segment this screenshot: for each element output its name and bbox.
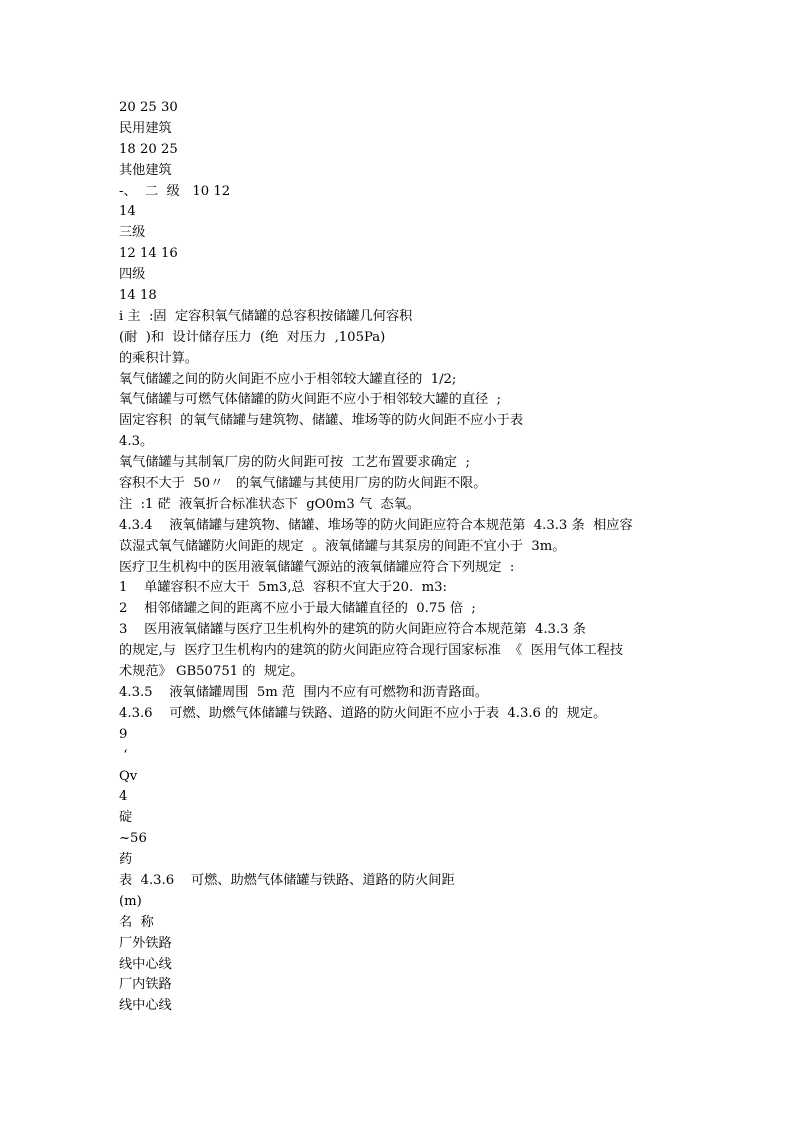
text-line: 线中心线: [119, 956, 172, 972]
text-line: -、 二 级 10 12: [119, 183, 231, 199]
text-line: 的规定,与 医疗卫生机构内的建筑的防火间距应符合现行国家标准 《 医用气体工程技: [119, 643, 624, 659]
text-line: 容积不大于 50〃 的氧气储罐与其使用厂房的防火间距不限。: [119, 476, 487, 492]
text-line: 14 18: [119, 288, 157, 304]
text-line: 3 医用液氧储罐与医疗卫生机构外的建筑的防火间距应符合本规范第 4.3.3 条: [119, 622, 586, 638]
table-caption: 表 4.3.6 可燃、助燃气体储罐与铁路、道路的防火间距: [119, 872, 455, 888]
text-line: (m): [119, 893, 142, 909]
document-body: [119, 98, 679, 1017]
text-line: 注 :1 硭 液氧折合标准状态下 gO0m3 气 态氧。: [119, 496, 421, 512]
text-line: 12 14 16: [119, 246, 178, 262]
text-line: 4.3.6 可燃、助燃气体储罐与铁路、道路的防火间距不应小于表 4.3.6 的 规定。: [119, 705, 607, 721]
text-line: 氧气储罐与其制氧厂房的防火间距可按 工艺布置要求确定 ;: [119, 455, 470, 471]
text-line: ~56: [119, 831, 147, 847]
text-line: 4.3.4 液氧储罐与建筑物、储罐、堆场等的防火间距应符合本规范第 4.3.3 条 相应容: [119, 517, 633, 533]
text-line: 2 相邻储罐之间的距离不应小于最大储罐直径的 0.75 倍 ;: [119, 601, 476, 617]
text-line: 固定容积 的氧气储罐与建筑物、储罐、堆场等的防火间距不应小于表: [119, 413, 524, 429]
text-line: 名 称: [119, 914, 154, 930]
text-line: 氧气储罐之间的防火间距不应小于相邻较大罐直径的 1/2;: [119, 371, 457, 387]
text-line: 术规范》 GB50751 的 规定。: [119, 664, 304, 680]
text-line: 四级: [119, 267, 146, 283]
text-line: 4: [119, 789, 128, 805]
text-line: i 主 :固 定容积氧气储罐的总容积按储罐几何容积: [119, 308, 413, 324]
text-line: 4.3。: [119, 434, 154, 450]
text-line: 医疗卫生机构中的医用液氧储罐气源站的液氧储罐应符合下列规定 :: [119, 559, 515, 575]
text-line: 线中心线: [119, 998, 172, 1014]
text-line: 1 单罐容积不应大干 5m3,总 容积不宜大于20. m3:: [119, 580, 447, 596]
text-line: 其他建筑: [119, 162, 172, 178]
text-line: 民用建筑: [119, 120, 172, 136]
text-line: 药: [119, 852, 133, 868]
text-line: 厂外铁路: [119, 935, 172, 951]
text-line: 氧气储罐与可燃气体储罐的防火间距不应小于相邻较大罐的直径 ;: [119, 392, 502, 408]
text-line: 厂内铁路: [119, 977, 172, 993]
text-line: 9: [119, 726, 128, 742]
text-line: Qv: [119, 768, 138, 784]
text-line: 20 25 30: [119, 100, 178, 115]
text-line: (耐 )和 设计储存压力 (绝 对压力 ,105Pa): [119, 329, 386, 345]
text-line: 苡湿式氧气储罐防火间距的规定 。液氧储罐与其泵房的间距不宜小于 3m。: [119, 538, 566, 554]
text-line: 三级: [119, 225, 146, 241]
text-line: 碇: [119, 810, 133, 826]
text-line: 的乘积计算。: [119, 350, 199, 366]
text-line: 4.3.5 液氧储罐周围 5m 范 围内不应有可燃物和沥青路面。: [119, 684, 489, 700]
text-line: ‘: [119, 747, 128, 763]
text-line: 14: [119, 204, 136, 220]
text-line: 18 20 25: [119, 141, 178, 157]
